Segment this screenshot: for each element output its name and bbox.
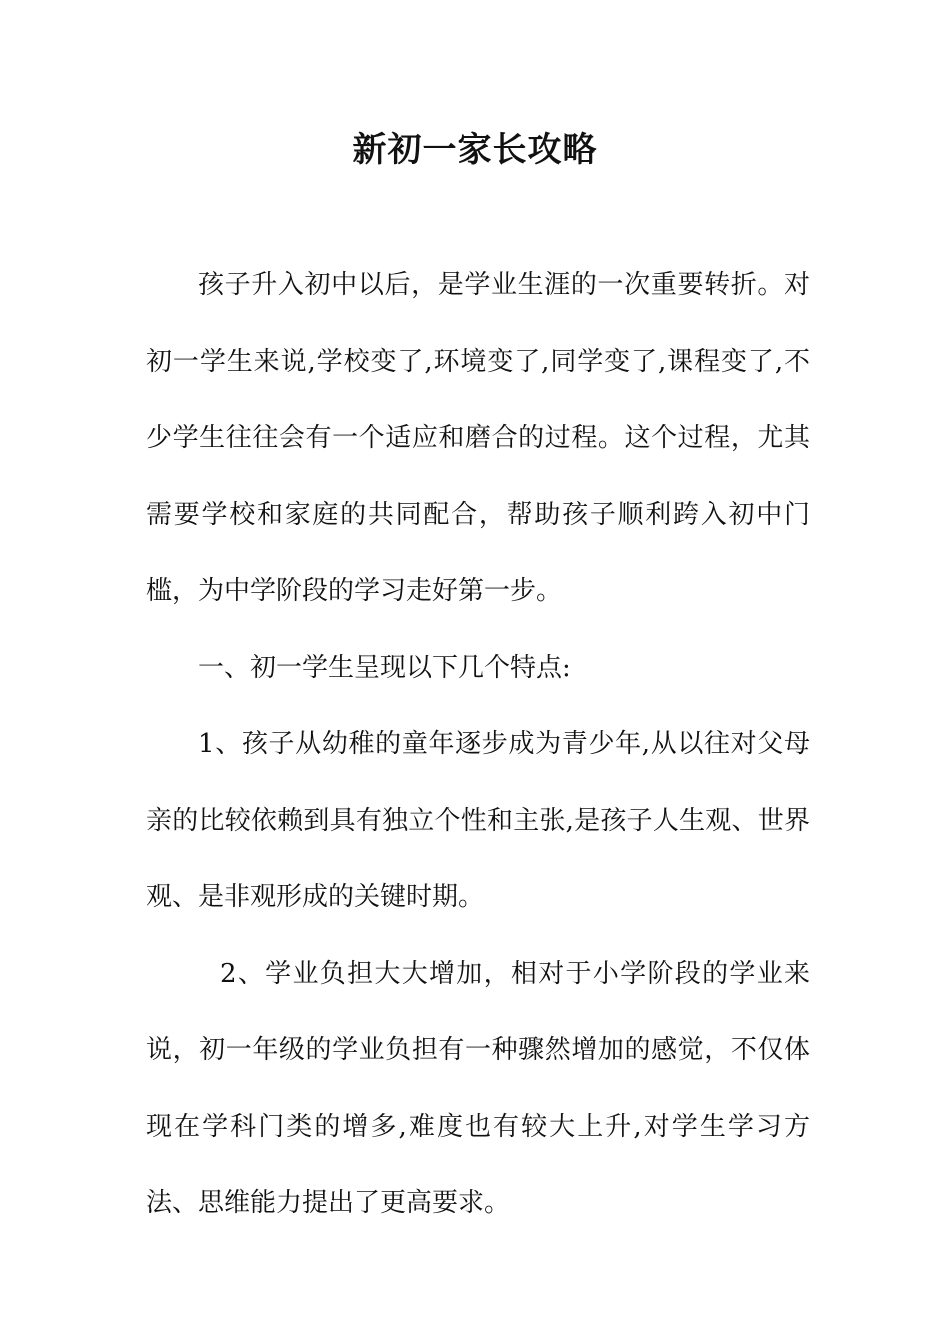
section-heading-1: 一、初一学生呈现以下几个特点:	[198, 652, 571, 683]
paragraph-point-2: 2、学业负担大大增加，相对于小学阶段的学业来说，初一年级的学业负担有一种骤然增加的感觉，不仅体现在学科门类的增多,难度也有较大上升,对学生学习方法、思维能力提出了更高要求。	[146, 958, 810, 1218]
paragraph-intro: 孩子升入初中以后，是学业生涯的一次重要转折。对初一学生来说,学校变了,环境变了,同学变了,课程变了,不少学生往往会有一个适应和磨合的过程。这个过程，尤其需要学校和家庭的共同配合，帮助孩子顺利跨入初中门槛，为中学阶段的学习走好第一步。	[146, 270, 810, 606]
paragraph-point-1: 1、孩子从幼稚的童年逐步成为青少年,从以往对父母亲的比较依赖到具有独立个性和主张,是孩子人生观、世界观、是非观形成的关键时期。	[146, 729, 810, 912]
document-body	[146, 247, 810, 1242]
document-title: 新初一家长攻略	[352, 130, 598, 170]
